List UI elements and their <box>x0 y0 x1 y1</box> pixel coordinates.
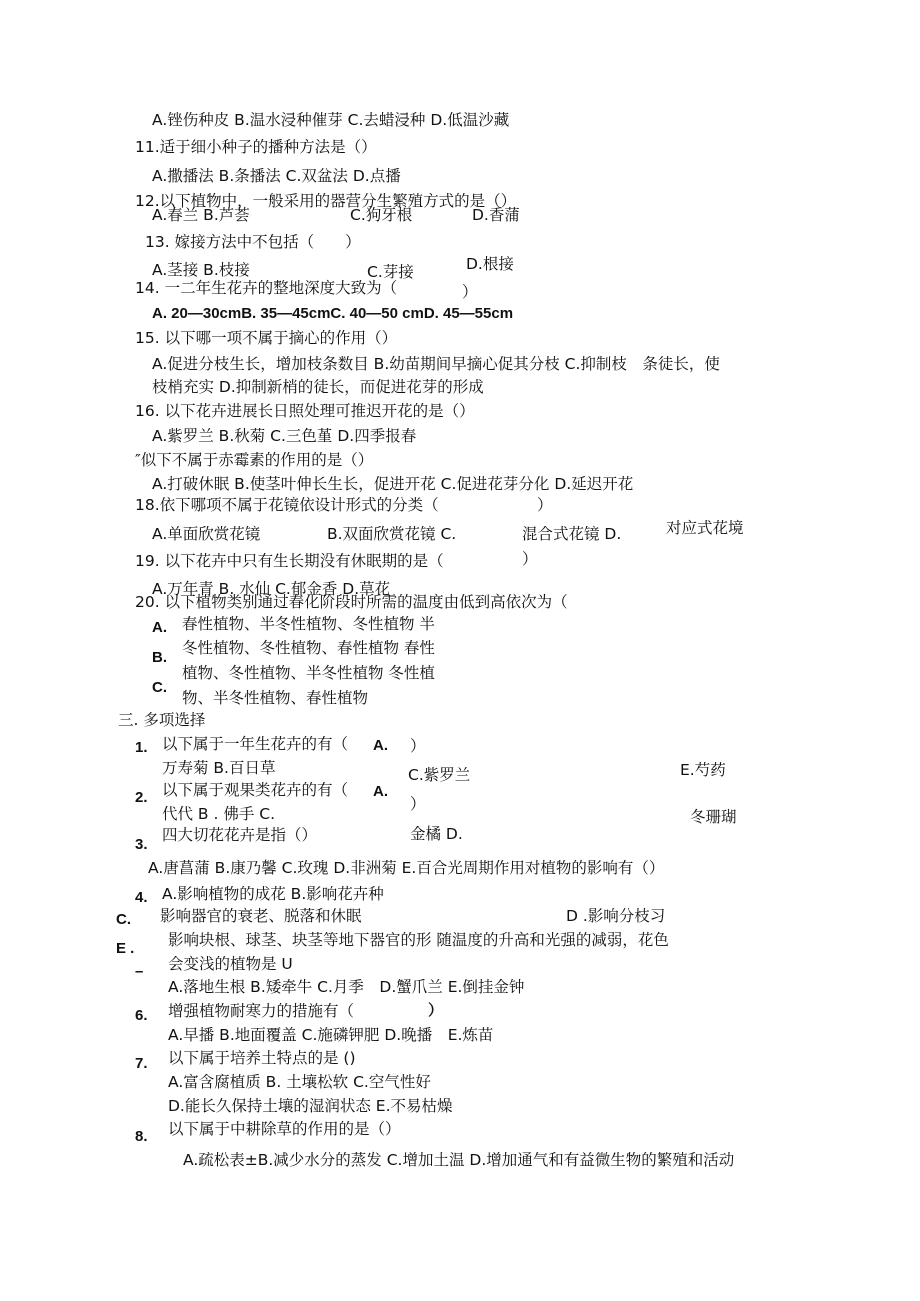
m2-label-a: A. <box>373 783 388 800</box>
m1-label-a: A. <box>373 737 388 754</box>
q20-stem: 20. 以下植物类别通过春化阶段时所需的温度由低到高依次为（ <box>135 593 568 611</box>
m3-number: 3. <box>135 836 148 853</box>
m4-options-ab: A.影响植物的成花 B.影响花卉种 <box>162 885 384 903</box>
m1-stem: 以下属于一年生花卉的有（ <box>162 735 349 753</box>
q13-options-ab: A.茎接 B.枝接 <box>152 261 250 279</box>
q20-text-line4: 物、半冬性植物、春性植物 <box>182 689 369 707</box>
q15-options-line1: A.促进分枝生长，增加枝条数目 B.幼苗期间早摘心促其分枝 C.抑制枝 条徒长，使 <box>152 355 720 373</box>
m7-options-line2: D.能长久保持土壤的湿润状态 E.不易枯燥 <box>168 1097 453 1115</box>
q12-options-ab: A.春兰 B.芦荟 <box>152 206 250 224</box>
q12-option-d: D.香蒲 <box>472 206 520 224</box>
m1-option-c: C.紫罗兰 <box>408 766 471 784</box>
q15-options-line2: 枝梢充实 D.抑制新梢的徒长，而促进花芽的形成 <box>152 378 484 396</box>
q18-option-b: B.双面欣赏花镜 C. <box>327 525 457 543</box>
m7-number: 7. <box>135 1055 148 1072</box>
q18-option-a: A.单面欣赏花镜 <box>152 525 261 543</box>
q17-options: A.打破休眠 B.使茎叶伸长生长，促进开花 C.促进花芽分化 D.延迟开花 <box>152 475 634 493</box>
q12-option-c: C.狗牙根 <box>350 206 413 224</box>
q14-paren: ） <box>462 283 478 301</box>
q17-stem: ″似下不属于赤霉素的作用的是（） <box>135 451 374 469</box>
m6-stem: 增强植物耐寒力的措施有（ <box>168 1002 355 1020</box>
m5-options: A.落地生根 B.矮牵牛 C.月季 D.蟹爪兰 E.倒挂金钟 <box>168 978 525 996</box>
m8-stem: 以下属于中耕除草的作用的是（） <box>168 1120 401 1138</box>
m2-number: 2. <box>135 789 148 806</box>
q20-text-line2: 冬性植物、冬性植物、春性植物 春性 <box>182 639 435 657</box>
m6-paren: ） <box>428 1002 444 1019</box>
q12-stem: 12.以下植物中，一般采用的器营分生繁殖方式的是（） <box>135 192 517 210</box>
m4-option-c: 影响器官的衰老、脱落和休眠 <box>160 907 362 925</box>
m5-number: – <box>135 963 144 980</box>
q20-text-line1: 春性植物、半冬性植物、冬性植物 半 <box>182 615 435 633</box>
m2-option-d-cut: 金橘 D. <box>410 825 463 843</box>
q20-text-line3: 植物、冬性植物、半冬性植物 冬性植 <box>182 664 435 682</box>
q20-label-b: B. <box>152 649 167 666</box>
m2-stem: 以下属于观果类花卉的有（ <box>162 781 349 799</box>
m1-options-ab: 万寿菊 B.百日草 <box>162 759 276 777</box>
q13-option-d: D.根接 <box>466 255 514 273</box>
m3-options-and-m4-stem: A.唐菖蒲 B.康乃馨 C.玫瑰 D.非洲菊 E.百合光周期作用对植物的影响有（） <box>148 859 665 877</box>
m4-label-e: E . <box>116 940 135 957</box>
q20-label-a: A. <box>152 619 167 636</box>
m7-stem: 以下属于培养土特点的是 () <box>168 1049 356 1067</box>
m4-label-c: C. <box>116 911 131 928</box>
section-3-heading: 三. 多项选择 <box>118 711 206 729</box>
q18-option-d: 对应式花境 <box>666 519 744 537</box>
q14-options: A. 20—30cmB. 35—45cmC. 40—50 cmD. 45—55cm <box>152 305 514 322</box>
m8-number: 8. <box>135 1128 148 1145</box>
m2-option-e: 冬珊瑚 <box>690 808 737 826</box>
q18-option-c: 混合式花镜 D. <box>522 525 622 543</box>
q11-stem: 11.适于细小种子的播种方法是（） <box>135 138 377 156</box>
m1-number: 1. <box>135 739 148 756</box>
q19-paren: ） <box>522 550 538 568</box>
q16-options: A.紫罗兰 B.秋菊 C.三色堇 D.四季报春 <box>152 427 417 445</box>
m8-options: A.疏松表±B.减少水分的蒸发 C.增加土温 D.增加通气和有益微生物的繁殖和活动 <box>183 1151 735 1169</box>
q11-options: A.撒播法 B.条播法 C.双盆法 D.点播 <box>152 167 401 185</box>
m4-number: 4. <box>135 889 148 906</box>
m6-options: A.早播 B.地面覆盖 C.施磷钾肥 D.晚播 E.炼苗 <box>168 1026 494 1044</box>
q14-stem: 14. 一二年生花卉的整地深度大致为（ <box>135 279 398 297</box>
q10-options: A.锉伤种皮 B.温水浸种催芽 C.去蜡浸种 D.低温沙藏 <box>152 111 510 129</box>
m2-paren: ） <box>410 795 426 813</box>
q16-stem: 16. 以下花卉进展长日照处理可推迟开花的是（） <box>135 402 475 420</box>
q18-stem: 18.依下哪项不属于花镜依设计形式的分类（ <box>135 496 439 514</box>
q20-label-c: C. <box>152 679 167 696</box>
q13-option-c: C.芽接 <box>367 263 414 281</box>
m5-stem-cont: 会变浅的植物是 U <box>168 955 293 973</box>
m4-option-d: D .影响分枝习 <box>566 907 666 925</box>
m2-options-abc: 代代 B . 佛手 C. <box>162 805 276 823</box>
m1-option-e: E.芍药 <box>680 761 726 779</box>
q13-stem: 13. 嫁接方法中不包括（ ） <box>145 233 361 251</box>
m6-number: 6. <box>135 1007 148 1024</box>
m7-options-line1: A.富含腐植质 B. 土壤松软 C.空气性好 <box>168 1073 431 1091</box>
q18-paren: ） <box>537 496 553 514</box>
q19-options: A.万年青 B. 水仙 C.郁金香 D.草花 <box>152 580 391 598</box>
m4-option-e-and-m5-stem: 影响块根、球茎、块茎等地下器官的形 随温度的升高和光强的减弱，花色 <box>168 931 669 949</box>
q15-stem: 15. 以下哪一项不属于摘心的作用（） <box>135 329 398 347</box>
m3-stem: 四大切花花卉是指（） <box>162 826 318 844</box>
q19-stem: 19. 以下花卉中只有生长期没有休眠期的是（ <box>135 552 444 570</box>
m1-paren: ） <box>410 737 426 755</box>
